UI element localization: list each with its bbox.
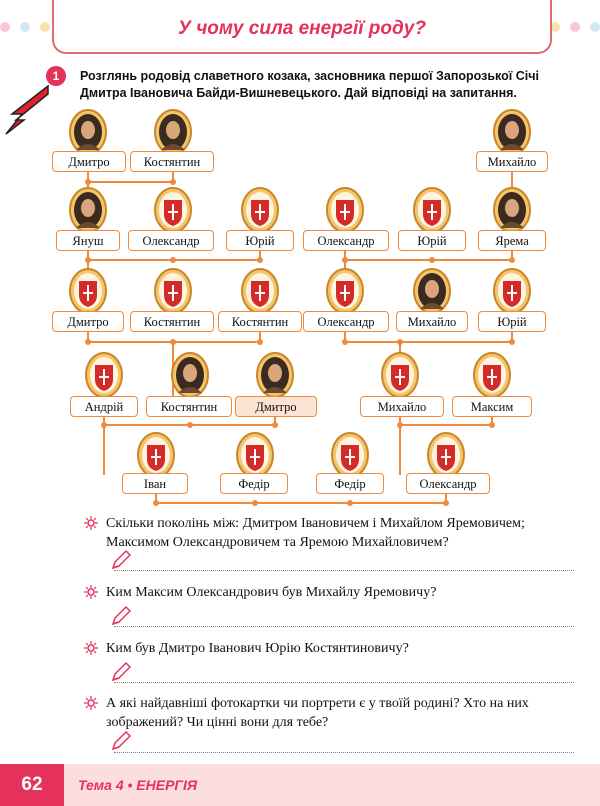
- name-maksym: Максим: [452, 396, 532, 417]
- name-ivan: Іван: [122, 473, 188, 494]
- sun-bullet-icon: [84, 585, 98, 599]
- name-kostiantyn-gen1: Костянтин: [130, 151, 214, 172]
- page-number: 62: [0, 764, 64, 806]
- crest-oleksandr-2a: [155, 188, 191, 232]
- pencil-icon: [110, 605, 132, 627]
- answer-line-1[interactable]: [114, 570, 574, 571]
- crest-maksym: [474, 353, 510, 397]
- task-instruction: Розглянь родовід славетного козака, засновника першої Запорозької Січі Дмитра Івановича Байди-Вишневецького. Дай відповіді на запитання.: [80, 69, 539, 100]
- pencil-icon: [110, 730, 132, 752]
- name-yurii-gen2a: Юрій: [226, 230, 294, 251]
- question-4: А які найдавніші фотокартки чи портрети є у твоїй родині? Хто на них зображений? Чи цінні вони для тебе?: [106, 696, 529, 730]
- sun-bullet-icon: [84, 696, 98, 710]
- crest-ivan: [138, 433, 174, 477]
- name-mykhailo-gen3: Михайло: [396, 311, 468, 332]
- crest-andrii: [86, 353, 122, 397]
- crest-oleksandr-5: [428, 433, 464, 477]
- question-2: Ким Максим Олександрович був Михайлу Яремовичу?: [106, 585, 437, 600]
- pencil-icon: [110, 549, 132, 571]
- portrait-yarema: [494, 188, 530, 232]
- crest-fedir-b: [332, 433, 368, 477]
- crest-kostiantyn-3a: [155, 269, 191, 313]
- portrait-mykhailo-3: [414, 269, 450, 313]
- portrait-dmytro-1: [70, 110, 106, 154]
- portrait-kostiantyn-4: [172, 353, 208, 397]
- crest-yurii-2a: [242, 188, 278, 232]
- name-oleksandr-gen5: Олександр: [406, 473, 490, 494]
- name-dmytro-gen1: Дмитро: [52, 151, 126, 172]
- answer-line-4[interactable]: [114, 752, 574, 753]
- name-mykhailo-gen4: Михайло: [360, 396, 444, 417]
- name-yarema: Ярема: [478, 230, 546, 251]
- crest-yurii-2b: [414, 188, 450, 232]
- question-3: Ким був Дмитро Іванович Юрію Костянтиновичу?: [106, 641, 409, 656]
- answer-line-2[interactable]: [114, 626, 574, 627]
- name-yanush: Януш: [56, 230, 120, 251]
- name-dmytro-gen4-highlighted: Дмитро: [235, 396, 317, 417]
- crest-mykhailo-4: [382, 353, 418, 397]
- name-oleksandr-gen2a: Олександр: [128, 230, 214, 251]
- crest-oleksandr-3: [327, 269, 363, 313]
- name-oleksandr-gen2b: Олександр: [303, 230, 389, 251]
- crest-kostiantyn-3b: [242, 269, 278, 313]
- name-fedir-a: Федір: [220, 473, 288, 494]
- name-fedir-b: Федір: [316, 473, 384, 494]
- portrait-dmytro-4: [257, 353, 293, 397]
- crest-yurii-3: [494, 269, 530, 313]
- name-dmytro-gen3: Дмитро: [52, 311, 124, 332]
- name-oleksandr-gen3: Олександр: [303, 311, 389, 332]
- portrait-mykhailo-1: [494, 110, 530, 154]
- sun-bullet-icon: [84, 641, 98, 655]
- task-number-badge: 1: [46, 66, 66, 86]
- name-andrii: Андрій: [70, 396, 138, 417]
- crest-dmytro-3: [70, 269, 106, 313]
- page-title: У чому сила енергії роду?: [178, 18, 426, 39]
- sun-bullet-icon: [84, 516, 98, 530]
- question-1: Скільки поколінь між: Дмитром Івановичем і Михайлом Яремовичем; Максимом Олександровичем та Яремою Михайловичем?: [106, 516, 525, 550]
- footer-theme: Тема 4 • ЕНЕРГІЯ: [78, 777, 198, 793]
- name-yurii-gen3: Юрій: [478, 311, 546, 332]
- name-kostiantyn-gen3a: Костянтин: [130, 311, 214, 332]
- crest-oleksandr-2b: [327, 188, 363, 232]
- portrait-yanush: [70, 188, 106, 232]
- name-kostiantyn-gen3b: Костянтин: [218, 311, 302, 332]
- pencil-icon: [110, 661, 132, 683]
- name-kostiantyn-gen4: Костянтин: [146, 396, 232, 417]
- crest-fedir-a: [237, 433, 273, 477]
- answer-line-3[interactable]: [114, 682, 574, 683]
- name-yurii-gen2b: Юрій: [398, 230, 466, 251]
- name-mykhailo-gen1: Михайло: [476, 151, 548, 172]
- portrait-kostiantyn-1: [155, 110, 191, 154]
